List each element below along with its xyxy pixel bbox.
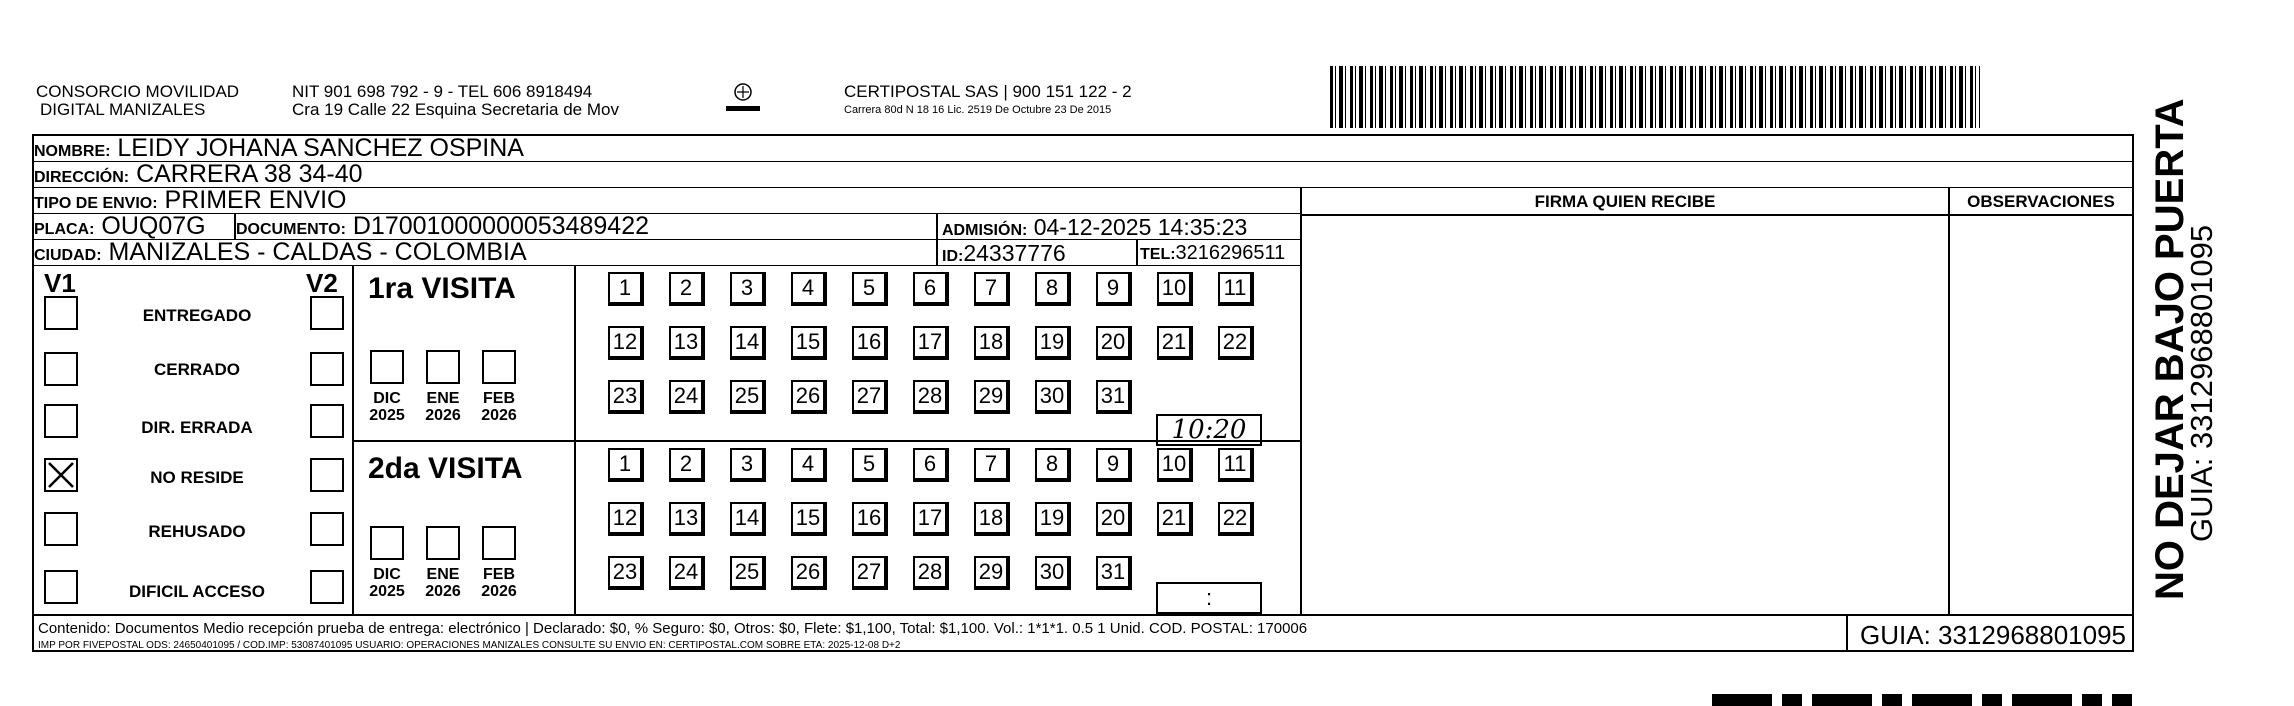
first-visit-day-22[interactable]: 22 — [1218, 326, 1254, 360]
second-visit-day-24[interactable]: 24 — [669, 556, 705, 590]
second-visit-day-18[interactable]: 18 — [974, 502, 1010, 536]
first-visit-day-25[interactable]: 25 — [730, 380, 766, 414]
second-visit-day-13[interactable]: 13 — [669, 502, 705, 536]
license-line: Carrera 80d N 18 16 Lic. 2519 De Octubre 23 De 2015 — [844, 104, 1112, 116]
documento-label: DOCUMENTO: — [236, 221, 346, 238]
first-visit-day-7[interactable]: 7 — [974, 272, 1010, 306]
first-visit-day-11[interactable]: 11 — [1218, 272, 1254, 306]
first-visit-day-13[interactable]: 13 — [669, 326, 705, 360]
nombre-row — [34, 136, 2132, 162]
option-rehusado: REHUSADO — [148, 522, 246, 541]
second-month-dic-checkbox[interactable] — [370, 526, 404, 560]
check-mark-icon — [46, 460, 76, 490]
second-visit-day-27[interactable]: 27 — [852, 556, 888, 590]
second-month-feb-label: FEB 2026 — [481, 566, 517, 600]
nit-line: NIT 901 698 792 - 9 - TEL 606 8918494 — [292, 82, 593, 101]
second-visit-day-26[interactable]: 26 — [791, 556, 827, 590]
first-visit-day-14[interactable]: 14 — [730, 326, 766, 360]
admision-value: 04-12-2025 14:35:23 — [1033, 214, 1248, 240]
direccion-row — [34, 162, 2132, 188]
delivery-form — [32, 134, 2134, 652]
second-visit-day-11[interactable]: 11 — [1218, 448, 1254, 482]
id-value: 24337776 — [963, 240, 1066, 266]
second-month-dic-label: DIC 2025 — [369, 566, 405, 600]
first-visit-day-2[interactable]: 2 — [669, 272, 705, 306]
first-visit-day-24[interactable]: 24 — [669, 380, 705, 414]
second-visit-day-15[interactable]: 15 — [791, 502, 827, 536]
first-visit-title: 1ra VISITA — [368, 272, 516, 305]
second-visit-day-14[interactable]: 14 — [730, 502, 766, 536]
divider — [1300, 188, 1302, 614]
first-visit-day-20[interactable]: 20 — [1096, 326, 1132, 360]
option-entregado: ENTREGADO — [142, 306, 252, 325]
second-visit-day-9[interactable]: 9 — [1096, 448, 1132, 482]
first-month-ene-label: ENE 2026 — [425, 390, 461, 424]
ciudad-row — [34, 240, 1300, 266]
second-visit-day-19[interactable]: 19 — [1035, 502, 1071, 536]
option-dir-errada: DIR. ERRADA — [141, 418, 253, 437]
certipostal-line: CERTIPOSTAL SAS | 900 151 122 - 2 — [844, 82, 1132, 101]
first-visit-time: 10:20 — [1171, 415, 1247, 445]
v1-entregado-checkbox[interactable] — [44, 296, 78, 330]
ciudad-label: CIUDAD: — [34, 247, 102, 264]
first-visit-day-6[interactable]: 6 — [913, 272, 949, 306]
second-visit-day-28[interactable]: 28 — [913, 556, 949, 590]
second-month-ene-checkbox[interactable] — [426, 526, 460, 560]
side-guia: GUIA: 3312968801095 — [2184, 224, 2219, 542]
firma-header: FIRMA QUIEN RECIBE — [1534, 192, 1716, 211]
first-visit-day-12[interactable]: 12 — [608, 326, 644, 360]
contenido-text: Contenido: Documentos Medio recepción prueba de entrega: electrónico | Declarado: $0, % Seguro: $0, Otros: $0, Flete: $1,100, Total: $1,100. Vol.: 1*1*1. 0.5 1 Unid. COD. POSTAL: 170006 — [38, 620, 1308, 637]
v1-dificil-acceso-checkbox[interactable] — [44, 570, 78, 604]
option-cerrado: CERRADO — [154, 360, 240, 379]
first-visit-day-29[interactable]: 29 — [974, 380, 1010, 414]
direccion-label: DIRECCIÓN: — [34, 169, 130, 186]
v1-rehusado-checkbox[interactable] — [44, 512, 78, 546]
documento-field — [236, 214, 649, 242]
v2-dificil-acceso-checkbox[interactable] — [310, 570, 344, 604]
v1-cerrado-checkbox[interactable] — [44, 352, 78, 386]
divider — [1948, 188, 1950, 614]
company-name-line1: CONSORCIO MOVILIDAD — [36, 82, 240, 101]
first-visit-day-30[interactable]: 30 — [1035, 380, 1071, 414]
first-visit-day-28[interactable]: 28 — [913, 380, 949, 414]
first-visit-day-3[interactable]: 3 — [730, 272, 766, 306]
tipo-envio-value: PRIMER ENVIO — [164, 188, 347, 214]
first-visit-day-16[interactable]: 16 — [852, 326, 888, 360]
address-line: Cra 19 Calle 22 Esquina Secretaria de Mov — [292, 100, 619, 119]
second-visit-day-12[interactable]: 12 — [608, 502, 644, 536]
first-visit-day-23[interactable]: 23 — [608, 380, 644, 414]
id-label: ID: — [942, 248, 964, 265]
first-visit-day-5[interactable]: 5 — [852, 272, 888, 306]
guia-footer: GUIA: 3312968801095 — [1860, 620, 2126, 650]
first-visit-day-31[interactable]: 31 — [1096, 380, 1132, 414]
second-visit-day-8[interactable]: 8 — [1035, 448, 1071, 482]
direccion-value: CARRERA 38 34-40 — [136, 162, 363, 188]
second-visit-time: : — [1205, 585, 1213, 610]
tel-value: 3216296511 — [1175, 242, 1286, 264]
first-visit-day-8[interactable]: 8 — [1035, 272, 1071, 306]
first-month-dic-checkbox[interactable] — [370, 350, 404, 384]
first-visit-day-17[interactable]: 17 — [913, 326, 949, 360]
v2-no-reside-checkbox[interactable] — [310, 458, 344, 492]
second-visit-day-25[interactable]: 25 — [730, 556, 766, 590]
admision-label: ADMISIÓN: — [942, 222, 1028, 239]
second-visit-day-22[interactable]: 22 — [1218, 502, 1254, 536]
v1-header: V1 — [44, 268, 76, 298]
first-visit-day-21[interactable]: 21 — [1157, 326, 1193, 360]
placa-value: OUQ07G — [101, 214, 206, 240]
first-visit-day-27[interactable]: 27 — [852, 380, 888, 414]
nombre-label: NOMBRE: — [34, 143, 111, 160]
first-month-dic-label: DIC 2025 — [369, 390, 405, 424]
divider — [34, 614, 2132, 616]
first-visit-day-15[interactable]: 15 — [791, 326, 827, 360]
second-visit-day-17[interactable]: 17 — [913, 502, 949, 536]
second-visit-day-4[interactable]: 4 — [791, 448, 827, 482]
second-visit-day-3[interactable]: 3 — [730, 448, 766, 482]
tipo-envio-label: TIPO DE ENVIO: — [34, 195, 158, 212]
first-visit-day-26[interactable]: 26 — [791, 380, 827, 414]
tel-label: TEL: — [1140, 246, 1176, 263]
option-no-reside: NO RESIDE — [150, 468, 244, 487]
second-visit-day-5[interactable]: 5 — [852, 448, 888, 482]
certipostal-logo-icon — [722, 82, 764, 118]
second-visit-day-2[interactable]: 2 — [669, 448, 705, 482]
barcode-fragment — [1712, 694, 2132, 706]
nombre-value: LEIDY JOHANA SANCHEZ OSPINA — [117, 136, 524, 162]
imp-text: IMP POR FIVEPOSTAL ODS: 24650401095 / COD.IMP: 53087401095 USUARIO: OPERACIONES MANIZALES CONSULTE SU ENVIO EN: CERTIPOSTAL.COM SOBRE ETA: 2025-12-08 D+2 — [38, 640, 901, 651]
v1-dir-errada-checkbox[interactable] — [44, 404, 78, 438]
v2-rehusado-checkbox[interactable] — [310, 512, 344, 546]
first-visit-day-19[interactable]: 19 — [1035, 326, 1071, 360]
tel-field — [1140, 243, 1285, 265]
second-visit-day-20[interactable]: 20 — [1096, 502, 1132, 536]
observaciones-header: OBSERVACIONES — [1967, 192, 2115, 211]
first-visit-day-4[interactable]: 4 — [791, 272, 827, 306]
second-visit-day-30[interactable]: 30 — [1035, 556, 1071, 590]
v2-cerrado-checkbox[interactable] — [310, 352, 344, 386]
second-month-ene-label: ENE 2026 — [425, 566, 461, 600]
second-visit-day-1[interactable]: 1 — [608, 448, 644, 482]
v2-dir-errada-checkbox[interactable] — [310, 404, 344, 438]
first-month-feb-label: FEB 2026 — [481, 390, 517, 424]
divider — [1300, 214, 2132, 216]
second-month-feb-checkbox[interactable] — [482, 526, 516, 560]
placa-label: PLACA: — [34, 221, 95, 238]
second-visit-day-23[interactable]: 23 — [608, 556, 644, 590]
second-visit-title: 2da VISITA — [368, 452, 523, 485]
second-visit-day-16[interactable]: 16 — [852, 502, 888, 536]
second-visit-day-21[interactable]: 21 — [1157, 502, 1193, 536]
second-visit-day-7[interactable]: 7 — [974, 448, 1010, 482]
second-visit-day-31[interactable]: 31 — [1096, 556, 1132, 590]
tipo-envio-row — [34, 188, 1300, 214]
barcode — [1330, 66, 1980, 128]
option-dificil-acceso: DIFICIL ACCESO — [128, 582, 265, 601]
divider — [1136, 240, 1138, 266]
first-month-ene-checkbox[interactable] — [426, 350, 460, 384]
divider — [1846, 614, 1848, 652]
no-dejar-bajo-puerta-warning: NO DEJAR BAJO PUERTA — [2148, 98, 2192, 600]
first-visit-day-9[interactable]: 9 — [1096, 272, 1132, 306]
id-field — [942, 242, 1066, 268]
second-visit-day-10[interactable]: 10 — [1157, 448, 1193, 482]
second-visit-day-29[interactable]: 29 — [974, 556, 1010, 590]
admision-field — [942, 216, 1247, 242]
first-month-feb-checkbox[interactable] — [482, 350, 516, 384]
first-visit-time-box[interactable] — [1156, 414, 1262, 446]
divider — [234, 214, 236, 240]
v2-header: V2 — [306, 268, 338, 298]
first-visit-day-1[interactable]: 1 — [608, 272, 644, 306]
documento-value: D17001000000053489422 — [352, 212, 650, 240]
v2-entregado-checkbox[interactable] — [310, 296, 344, 330]
company-name-line2: DIGITAL MANIZALES — [40, 100, 206, 119]
first-visit-day-10[interactable]: 10 — [1157, 272, 1193, 306]
v1-no-reside-checkbox[interactable] — [44, 458, 78, 492]
first-visit-day-18[interactable]: 18 — [974, 326, 1010, 360]
second-visit-time-box[interactable] — [1156, 582, 1262, 614]
second-visit-day-6[interactable]: 6 — [913, 448, 949, 482]
ciudad-value: MANIZALES - CALDAS - COLOMBIA — [108, 240, 527, 266]
divider — [936, 214, 938, 266]
